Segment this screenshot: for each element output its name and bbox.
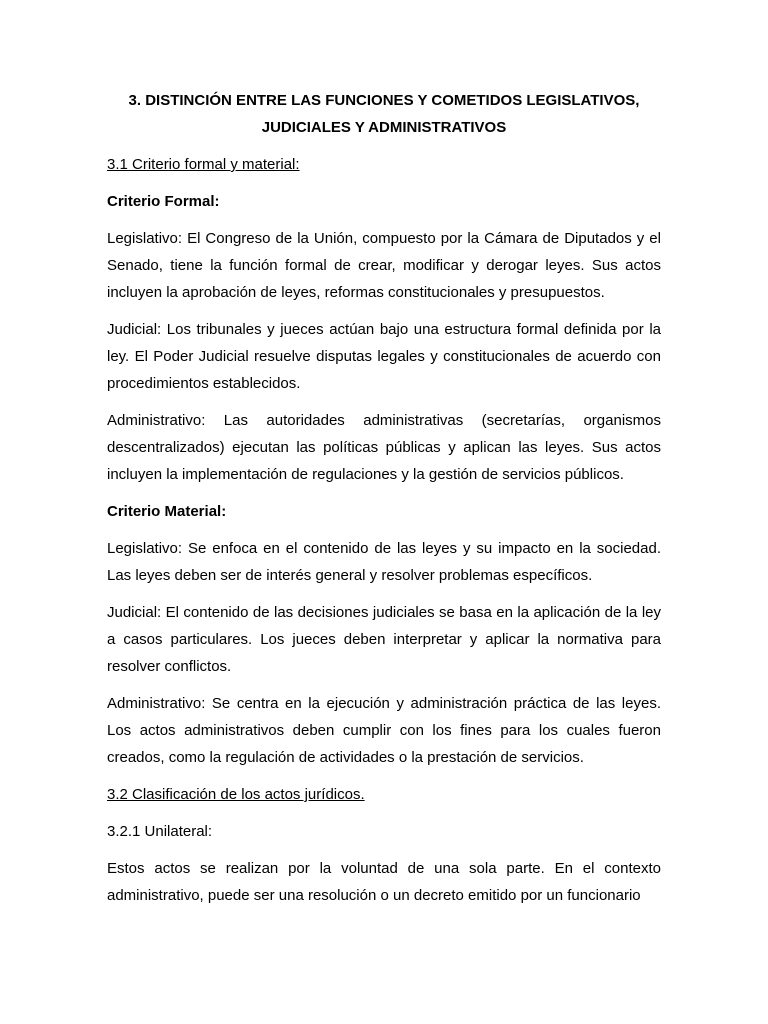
subheading-criterio-material: Criterio Material: xyxy=(107,503,227,520)
section-heading-3-2: 3.2 Clasificación de los actos jurídicos. xyxy=(107,786,365,803)
paragraph-material-legislativo: Legislativo: Se enfoca en el contenido de las leyes y su impacto en la sociedad. Las leyes deben ser de interés general y resolver problemas específicos. xyxy=(107,540,661,584)
document-title: 3. DISTINCIÓN ENTRE LAS FUNCIONES Y COMETIDOS LEGISLATIVOS, JUDICIALES Y ADMINISTRATIVOS xyxy=(128,92,640,136)
paragraph-material-administrativo: Administrativo: Se centra en la ejecución y administración práctica de las leyes. Los actos administrativos deben cumplir con los fines para los cuales fueron creados, como la regulación de actividades o la prestación de servicios. xyxy=(107,695,661,766)
document-page xyxy=(107,88,661,919)
paragraph-unilateral: Estos actos se realizan por la voluntad de una sola parte. En el contexto administrativo, puede ser una resolución o un decreto emitido por un funcionario xyxy=(107,860,661,904)
paragraph-formal-administrativo: Administrativo: Las autoridades administrativas (secretarías, organismos descentralizados) ejecutan las políticas públicas y aplican las leyes. Sus actos incluyen la implementación de regulaciones y la gestión de servicios públicos. xyxy=(107,412,661,483)
section-heading-3-1: 3.1 Criterio formal y material: xyxy=(107,156,300,173)
paragraph-formal-judicial: Judicial: Los tribunales y jueces actúan bajo una estructura formal definida por la ley. El Poder Judicial resuelve disputas legales y constitucionales de acuerdo con procedimientos establecidos. xyxy=(107,321,661,392)
subheading-criterio-formal: Criterio Formal: xyxy=(107,193,220,210)
subheading-unilateral: 3.2.1 Unilateral: xyxy=(107,823,213,840)
paragraph-material-judicial: Judicial: El contenido de las decisiones judiciales se basa en la aplicación de la ley a casos particulares. Los jueces deben interpretar y aplicar la normativa para resolver conflictos. xyxy=(107,604,661,675)
paragraph-formal-legislativo: Legislativo: El Congreso de la Unión, compuesto por la Cámara de Diputados y el Senado, tiene la función formal de crear, modificar y derogar leyes. Sus actos incluyen la aprobación de leyes, reformas constitucionales y presupuestos. xyxy=(107,230,661,301)
